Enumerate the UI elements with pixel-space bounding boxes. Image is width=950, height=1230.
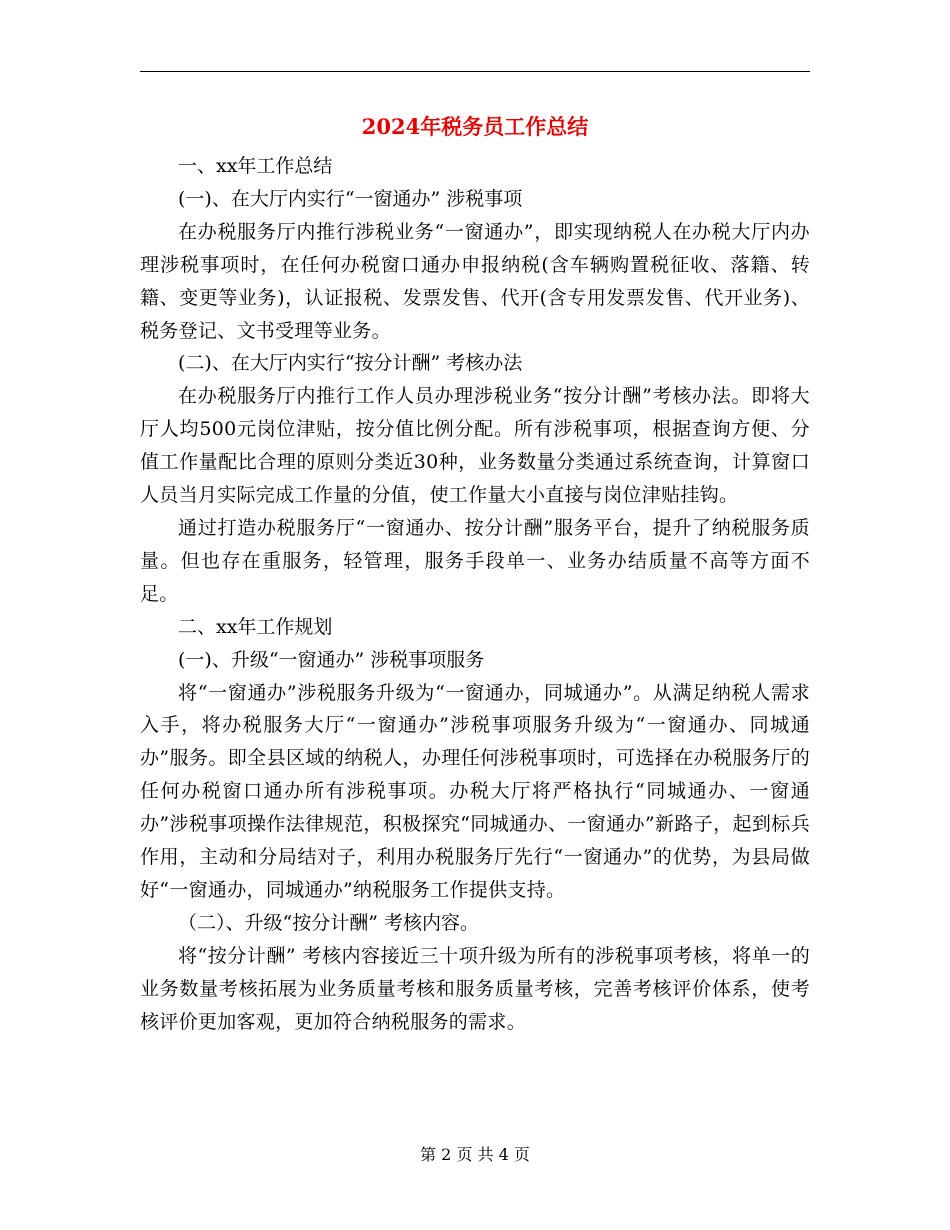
subsection-heading-2-1: (一)、升级“一窗通办” 涉税事项服务 xyxy=(178,648,485,671)
subsection-heading-1-2: (二)、在大厅内实行“按分计酬” 考核办法 xyxy=(178,352,523,375)
document-title: 2024年税务员工作总结 xyxy=(361,114,589,139)
paragraph-city-wide: 将“一窗通办”涉税服务升级为“一窗通办，同城通办”。从满足纳税人需求入手，将办税服务大厅“一窗通办”涉税事项服务升级为“一窗通办、同城通办”服务。即全县区域的纳税人，办理任何涉税事项时，可选择在办税服务厅的任何办税窗口通办所有涉税事项。办税大厅将严格执行“同城通办、一窗通办”涉税事项操作法律规范，积极探究“同城通办、一窗通办”新路子，起到标兵作用，主动和分局结对子，利用办税服务厅先行“一窗通办”的优势，为县局做好“一窗通办，同城通办”纳税服务工作提供支持。 xyxy=(140,681,810,901)
document-body xyxy=(140,150,810,1038)
section-heading-2: 二、xx年工作规划 xyxy=(178,615,333,638)
section-heading-1: 一、xx年工作总结 xyxy=(178,155,333,177)
subsection-heading-2-2: （二）、升级“按分计酬” 考核内容。 xyxy=(178,911,479,934)
paragraph-summary: 通过打造办税服务厅“一窗通办、按分计酬”服务平台，提升了纳税服务质量。但也存在重服务，轻管理，服务手段单一、业务办结质量不高等方面不足。 xyxy=(140,516,810,605)
page-number-footer: 第 2 页 共 4 页 xyxy=(420,1145,530,1164)
paragraph-one-window: 在办税服务厅内推行涉税业务“一窗通办”，即实现纳税人在办税大厅内办理涉税事项时，在任何办税窗口通办申报纳税(含车辆购置税征收、落籍、转籍、变更等业务)，认证报税、发票发售、代开(含专用发票发售、代开业务)、税务登记、文书受理等业务。 xyxy=(140,220,810,342)
paragraph-assessment: 将“按分计酬” 考核内容接近三十项升级为所有的涉税事项考核，将单一的业务数量考核拓展为业务质量考核和服务质量考核，完善考核评价体系，使考核评价更加客观，更加符合纳税服务的需求。 xyxy=(140,944,810,1033)
subsection-heading-1-1: (一)、在大厅内实行“一窗通办” 涉税事项 xyxy=(178,187,523,210)
header-rule xyxy=(140,71,810,72)
paragraph-point-pay: 在办税服务厅内推行工作人员办理涉税业务“按分计酬”考核办法。即将大厅人均500元岗位津贴，按分值比例分配。所有涉税事项，根据查询方便、分值工作量配比合理的原则分类近30种，业务数量分类通过系统查询，计算窗口人员当月实际完成工作量的分值，使工作量大小直接与岗位津贴挂钩。 xyxy=(140,385,810,507)
